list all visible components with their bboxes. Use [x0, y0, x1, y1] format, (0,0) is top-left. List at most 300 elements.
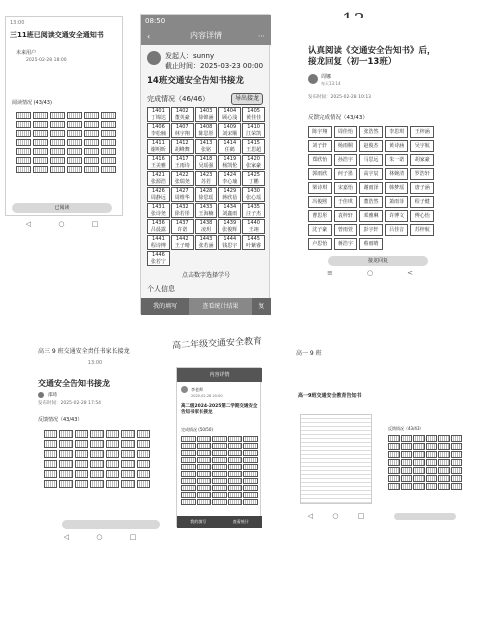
name-cell: 傅心怡 — [410, 210, 434, 222]
screenshot-top-left — [5, 16, 123, 228]
student-cell[interactable] — [195, 139, 218, 154]
student-number: 1424 — [223, 172, 237, 178]
student-number: 1429 — [223, 188, 237, 194]
reader-cell — [137, 430, 150, 438]
student-number: 1432 — [175, 204, 189, 210]
publish-date: 2025-02-28 20:00 — [191, 394, 223, 398]
reader-cell — [121, 430, 134, 438]
student-name: 王海楠 — [198, 210, 214, 217]
reader-cell — [426, 435, 438, 442]
reader-cell — [438, 467, 450, 474]
name-cell: 黄诗涵 — [385, 140, 409, 152]
deadline — [165, 62, 263, 70]
reader-cell — [67, 121, 82, 128]
reader-cell — [181, 450, 196, 456]
student-cell[interactable] — [218, 187, 241, 202]
reader-cell — [181, 457, 196, 463]
student-number: 1401 — [152, 108, 165, 114]
reader-cell — [243, 443, 258, 449]
reader-cell — [228, 464, 243, 470]
reader-cell — [84, 121, 99, 128]
student-number: 1426 — [152, 188, 165, 194]
reader-cell — [90, 430, 103, 438]
reader-cell — [44, 470, 57, 478]
reader-cell — [451, 451, 463, 458]
student-name: 张诗尧 — [150, 210, 166, 217]
nav-button-icon[interactable]: □ — [357, 512, 365, 520]
student-cell[interactable] — [195, 107, 218, 122]
reader-cell — [137, 440, 150, 448]
caption-bottom-left: 高三 9 班交通安全责任书家长接龙 — [38, 348, 130, 355]
status-label: 反馈情况（43/43） — [388, 426, 424, 431]
reader-cell — [101, 112, 116, 119]
student-name: 张铭 — [200, 146, 211, 153]
student-cell[interactable] — [218, 139, 241, 154]
reader-cell — [426, 475, 438, 482]
student-grid — [147, 107, 265, 266]
deadline-label: 截止时间： — [165, 62, 200, 70]
student-number: 1425 — [247, 172, 260, 178]
student-number: 1408 — [199, 124, 213, 130]
reader-cell — [388, 483, 400, 490]
my-fill-button[interactable]: 我的填写 — [190, 519, 207, 524]
name-cell: 许博文 — [385, 210, 409, 222]
student-name: 林宇翔 — [174, 130, 190, 137]
app-header — [141, 15, 271, 45]
student-cell[interactable] — [147, 235, 170, 250]
student-name: 徐锦涵 — [198, 114, 214, 121]
reader-cell — [59, 480, 72, 488]
name-cell: 程子健 — [410, 196, 434, 208]
name-cell: 林婉清 — [385, 168, 409, 180]
student-name: 张心瑶 — [246, 194, 262, 201]
reader-cell — [228, 492, 243, 498]
student-cell[interactable] — [242, 219, 265, 234]
complete-label: 完成情况（46/46） — [147, 95, 210, 103]
notice-title: 三11班已阅读交通安全通知书 — [10, 31, 104, 39]
name-cell: 梁诗琪 — [308, 182, 332, 194]
reader-cell — [121, 440, 134, 448]
reader-cell — [90, 460, 103, 468]
android-nav — [12, 220, 112, 228]
reader-cell — [401, 467, 413, 474]
student-number: 1420 — [247, 156, 260, 162]
reader-cell — [106, 430, 119, 438]
reader-cell — [212, 457, 227, 463]
reader-cell — [181, 485, 196, 491]
student-cell[interactable] — [195, 155, 218, 170]
name-cell: 于佳琪 — [334, 196, 358, 208]
nav-button-icon[interactable]: ◁ — [307, 512, 314, 520]
student-name: 江荣凯 — [246, 130, 262, 137]
reader-cell — [438, 435, 450, 442]
student-name: 钱思宇 — [222, 242, 238, 249]
name-cell: 何子墨 — [334, 168, 358, 180]
student-cell[interactable] — [147, 123, 170, 138]
nav-button-icon[interactable]: □ — [91, 220, 99, 228]
author-name: 周娜 — [321, 74, 332, 80]
student-name: 刘鑫雨 — [222, 210, 238, 217]
nav-button-icon[interactable]: ◁ — [25, 220, 32, 228]
reader-cell — [401, 435, 413, 442]
student-cell[interactable] — [242, 187, 265, 202]
avatar — [147, 51, 161, 65]
reader-cell — [121, 470, 134, 478]
name-cell: 刘子轩 — [308, 140, 332, 152]
reader-cell — [84, 139, 99, 146]
name-cell: 沈子豪 — [308, 224, 332, 236]
name-cell: 吴宇航 — [410, 140, 434, 152]
student-number: 1409 — [223, 124, 237, 130]
student-cell[interactable] — [242, 203, 265, 218]
student-number: 1416 — [152, 156, 165, 162]
student-name: 董英豪 — [174, 114, 190, 121]
name-cell: 李思琪 — [385, 126, 409, 138]
chain-title: 14班交通安全告知书接龙 — [147, 76, 244, 86]
reader-cell — [121, 460, 134, 468]
reader-cell — [438, 475, 450, 482]
my-fill-button[interactable]: 我的填写 — [153, 303, 178, 310]
student-cell[interactable] — [171, 219, 194, 234]
reader-cell — [75, 440, 88, 448]
student-cell[interactable] — [147, 251, 170, 266]
student-cell[interactable] — [242, 155, 265, 170]
student-number: 1411 — [152, 140, 165, 146]
name-cell: 卢思怡 — [308, 238, 332, 250]
reader-cell — [50, 166, 65, 173]
reader-cell — [228, 436, 243, 442]
notice-title: 交通安全告知书接龙 — [38, 379, 110, 388]
student-cell[interactable] — [195, 123, 218, 138]
student-cell[interactable] — [171, 123, 194, 138]
student-number: 1438 — [199, 220, 213, 226]
name-cell: 郑欣怡 — [308, 154, 332, 166]
reader-cell — [59, 430, 72, 438]
reader-cell — [401, 459, 413, 466]
status-bar-time: 08:50 — [145, 17, 166, 25]
view-stats-button[interactable]: 查看统计 — [232, 519, 249, 524]
reader-cell — [197, 436, 212, 442]
notice-title: 认真阅读《交通安全告知书》后，接龙回复（初一13班） — [308, 46, 436, 67]
student-name: 胡峰舞 — [174, 146, 190, 153]
reader-cell — [90, 470, 103, 478]
student-name: 黄佳佳 — [246, 114, 262, 121]
reader-cell — [121, 480, 134, 488]
student-name: 丁锦达 — [150, 114, 166, 121]
student-cell[interactable] — [147, 155, 170, 170]
student-number: 1407 — [175, 124, 189, 130]
android-nav — [310, 269, 430, 277]
reader-cell — [243, 471, 258, 477]
reader-cell — [451, 483, 463, 490]
reader-cell — [44, 440, 57, 448]
student-cell[interactable] — [242, 171, 265, 186]
reader-cell — [451, 475, 463, 482]
student-cell[interactable] — [171, 187, 194, 202]
reader-cell — [197, 457, 212, 463]
reader-cell — [212, 492, 227, 498]
reader-cell — [243, 457, 258, 463]
read-button[interactable]: 已阅读 — [12, 203, 112, 213]
student-number: 1418 — [199, 156, 213, 162]
student-number: 1414 — [223, 140, 237, 146]
reader-cell — [137, 460, 150, 468]
student-cell[interactable] — [218, 235, 241, 250]
publish-date: 2025-02-28 18:00 — [26, 58, 67, 63]
student-name: 张家豪 — [246, 162, 262, 169]
student-name: 谢明昕 — [150, 146, 166, 153]
reader-cell — [388, 435, 400, 442]
reader-cell — [426, 467, 438, 474]
reader-cell — [121, 450, 134, 458]
reader-cell — [44, 430, 57, 438]
student-name: 王雨诗 — [174, 162, 190, 169]
student-number: 1442 — [175, 236, 189, 242]
reader-cell — [84, 112, 99, 119]
reader-cell — [101, 166, 116, 173]
reader-cell — [101, 148, 116, 155]
reader-cell — [451, 467, 463, 474]
reader-cell — [59, 460, 72, 468]
reader-cell — [101, 121, 116, 128]
student-name: 凌玥 — [200, 226, 211, 233]
reader-cell — [106, 450, 119, 458]
reader-cell — [181, 436, 196, 442]
student-cell[interactable] — [242, 235, 265, 250]
student-name: 王子晴 — [174, 242, 190, 249]
action-bar[interactable] — [394, 513, 456, 520]
reader-cell — [106, 480, 119, 488]
reader-cell — [16, 148, 31, 155]
student-number: 1437 — [175, 220, 189, 226]
reader-cell — [438, 443, 450, 450]
student-name: 苏若 — [200, 178, 211, 185]
export-tag[interactable]: 导出接龙 — [231, 93, 263, 105]
name-cell: 彭宇轩 — [359, 224, 383, 236]
student-number: 1446 — [152, 252, 165, 258]
reader-cell — [243, 478, 258, 484]
reader-cell — [426, 459, 438, 466]
reader-cell — [413, 475, 425, 482]
reader-cell — [101, 157, 116, 164]
student-number: 1430 — [247, 188, 260, 194]
student-name: 张若宁 — [150, 258, 166, 265]
name-cell: 苏梓航 — [410, 224, 434, 236]
reader-cell — [426, 451, 438, 458]
student-number: 1435 — [247, 204, 260, 210]
reader-cell — [16, 130, 31, 137]
reader-cell — [212, 443, 227, 449]
view-stats-button[interactable]: 查看统计结果 — [189, 298, 252, 315]
name-cell: 蒋浩宇 — [334, 238, 358, 250]
student-cell[interactable] — [171, 107, 194, 122]
android-nav — [298, 512, 374, 520]
reply-button[interactable]: 接龙回复 — [328, 256, 428, 266]
notice-title: 高一9班交通安全教育告知书 — [298, 393, 362, 399]
name-cell: 王梓涵 — [410, 126, 434, 138]
reader-cell — [181, 478, 196, 484]
student-cell[interactable] — [171, 235, 194, 250]
student-cell[interactable] — [218, 219, 241, 234]
student-cell[interactable] — [147, 219, 170, 234]
student-name: 陈思彤 — [198, 130, 214, 137]
reader-cell — [212, 478, 227, 484]
student-cell[interactable] — [242, 123, 265, 138]
reader-cell — [438, 451, 450, 458]
back-arrow-icon[interactable]: ‹ — [147, 32, 151, 41]
reader-cell — [197, 471, 212, 477]
reader-cell — [16, 157, 31, 164]
student-name: 丁鹏 — [248, 178, 259, 185]
student-cell[interactable] — [218, 171, 241, 186]
reader-cell — [197, 464, 212, 470]
reader-cell — [228, 450, 243, 456]
nav-button-icon[interactable]: ≡ — [327, 269, 333, 277]
reader-cell — [16, 121, 31, 128]
screenshot-bottom-right-b — [384, 405, 466, 535]
author-sub: 每天13:14 — [321, 81, 341, 86]
nav-button-icon[interactable]: ○ — [58, 220, 65, 228]
reader-cell — [50, 112, 65, 119]
action-bar[interactable] — [62, 520, 160, 529]
reader-cell — [413, 467, 425, 474]
nav-button-icon[interactable]: ○ — [366, 269, 374, 277]
student-number: 1433 — [199, 204, 213, 210]
student-cell[interactable] — [171, 139, 194, 154]
chain-title: 高二级2024-2025第二学期交通安全告知书家长接龙 — [181, 404, 258, 415]
student-cell[interactable] — [195, 219, 218, 234]
reader-grid — [44, 430, 150, 488]
student-cell[interactable] — [171, 203, 194, 218]
reader-cell — [106, 470, 119, 478]
student-cell[interactable] — [195, 203, 218, 218]
student-number: 1415 — [247, 140, 260, 146]
reader-cell — [84, 166, 99, 173]
reader-cell — [401, 475, 413, 482]
reader-cell — [401, 443, 413, 450]
student-cell[interactable] — [147, 203, 170, 218]
author-name: 李老师 — [191, 387, 203, 392]
student-number: 1428 — [199, 188, 213, 194]
reader-cell — [228, 499, 243, 505]
student-number: 1413 — [199, 140, 213, 146]
student-cell[interactable] — [171, 155, 194, 170]
name-grid — [308, 126, 434, 250]
reader-cell — [181, 492, 196, 498]
reader-cell — [438, 459, 450, 466]
reader-cell — [197, 492, 212, 498]
reader-cell — [50, 148, 65, 155]
name-cell: 萧雨菲 — [385, 196, 409, 208]
student-cell[interactable] — [147, 171, 170, 186]
hint-text: 点击数字选择学号 — [181, 272, 230, 279]
student-number: 1405 — [247, 108, 260, 114]
nav-button-icon[interactable]: ○ — [332, 512, 339, 520]
student-cell[interactable] — [218, 107, 241, 122]
reader-cell — [33, 121, 48, 128]
reader-cell — [44, 460, 57, 468]
student-number: 1419 — [223, 156, 237, 162]
name-cell: 郭雨欣 — [308, 168, 332, 180]
reader-cell — [228, 457, 243, 463]
student-number: 1444 — [223, 236, 237, 242]
reader-cell — [426, 443, 438, 450]
student-name: 任鹤 — [224, 146, 235, 153]
student-cell[interactable] — [242, 107, 265, 122]
status-label: 反馈情况（43/43） — [38, 417, 83, 423]
reader-cell — [451, 443, 463, 450]
reader-cell — [101, 139, 116, 146]
reader-cell — [243, 485, 258, 491]
reader-cell — [413, 435, 425, 442]
nav-button-icon[interactable]: □ — [129, 533, 137, 541]
student-cell[interactable] — [195, 171, 218, 186]
name-cell: 唐子涵 — [410, 182, 434, 194]
reader-cell — [228, 443, 243, 449]
author-name: 邵琦 — [48, 393, 57, 398]
student-cell[interactable] — [218, 123, 241, 138]
student-name: 许诺 — [177, 226, 188, 233]
student-number: 1431 — [152, 204, 165, 210]
student-name: 顾心浅 — [222, 114, 238, 121]
student-cell[interactable] — [218, 155, 241, 170]
student-cell[interactable] — [171, 171, 194, 186]
student-name: 王美雅 — [150, 162, 166, 169]
reader-cell — [75, 470, 88, 478]
screenshot-bottom-right-a — [294, 378, 378, 523]
reader-cell — [33, 148, 48, 155]
student-cell[interactable] — [242, 139, 265, 154]
student-number: 1404 — [223, 108, 237, 114]
reader-cell — [75, 450, 88, 458]
reader-cell — [413, 459, 425, 466]
reader-cell — [212, 471, 227, 477]
reader-cell — [388, 459, 400, 466]
screenshot-top-right — [300, 18, 440, 280]
student-name: 王思超 — [246, 146, 262, 153]
reader-cell — [16, 166, 31, 173]
reader-cell — [401, 483, 413, 490]
student-cell[interactable] — [147, 139, 170, 154]
student-cell[interactable] — [195, 187, 218, 202]
student-name: 周静远 — [150, 194, 166, 201]
reader-cell — [67, 112, 82, 119]
student-name: 程诗博 — [150, 242, 166, 249]
screenshot-bottom-left — [30, 358, 160, 543]
student-name: 张源浩 — [150, 178, 166, 185]
student-cell[interactable] — [147, 107, 170, 122]
reader-cell — [33, 139, 48, 146]
reader-cell — [84, 148, 99, 155]
reader-cell — [137, 470, 150, 478]
nav-button-icon[interactable]: < — [407, 269, 413, 277]
more-icon[interactable]: ⋯ — [258, 32, 265, 40]
copy-button[interactable]: 复 — [258, 303, 265, 310]
student-name: 徐思瑶 — [198, 194, 214, 201]
student-cell[interactable] — [147, 187, 170, 202]
student-number: 1439 — [223, 220, 237, 226]
name-cell: 马思远 — [359, 154, 383, 166]
name-cell: 邓雅琳 — [359, 210, 383, 222]
nav-button-icon[interactable]: ◁ — [63, 533, 70, 541]
student-cell[interactable] — [218, 203, 241, 218]
nav-button-icon[interactable]: ○ — [96, 533, 103, 541]
reader-cell — [426, 483, 438, 490]
reader-cell — [84, 130, 99, 137]
name-cell: 周佳怡 — [334, 126, 358, 138]
student-cell[interactable] — [195, 235, 218, 250]
student-number: 1427 — [175, 188, 189, 194]
